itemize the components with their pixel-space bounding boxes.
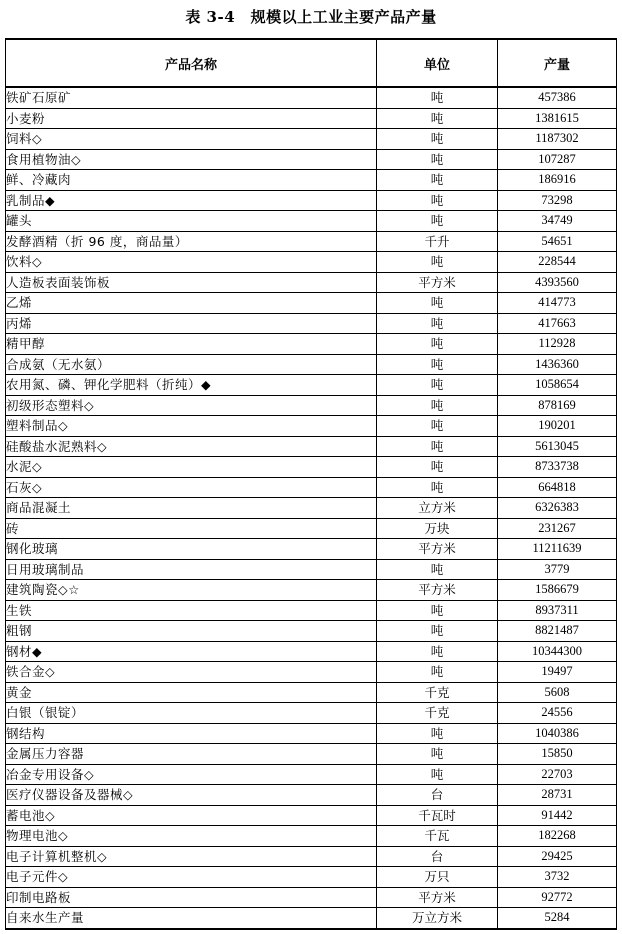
unit-cell: 千克 [377, 682, 498, 703]
product-name-cell: 电子元件◇ [6, 867, 377, 888]
product-name-cell: 石灰◇ [6, 477, 377, 498]
unit-cell: 千升 [377, 231, 498, 252]
product-name-cell: 水泥◇ [6, 457, 377, 478]
table-row [6, 559, 617, 580]
product-name-cell: 自来水生产量 [6, 908, 377, 929]
output-value-cell: 6326383 [498, 498, 617, 519]
unit-cell: 平方米 [377, 580, 498, 601]
output-value-cell: 24556 [498, 703, 617, 724]
table-row [6, 190, 617, 211]
unit-cell: 吨 [377, 211, 498, 232]
table-row [6, 252, 617, 273]
product-name-cell: 食用植物油◇ [6, 149, 377, 170]
table-row [6, 375, 617, 396]
product-name-cell: 鲜、冷藏肉 [6, 170, 377, 191]
table-body [6, 87, 617, 929]
table-row [6, 682, 617, 703]
product-name-cell: 乳制品◆ [6, 190, 377, 211]
product-name-cell: 合成氨（无水氨） [6, 354, 377, 375]
unit-cell: 吨 [377, 170, 498, 191]
table-row [6, 170, 617, 191]
table-row [6, 457, 617, 478]
output-value-cell: 112928 [498, 334, 617, 355]
output-value-cell: 8821487 [498, 621, 617, 642]
unit-cell: 吨 [377, 641, 498, 662]
output-value-cell: 457386 [498, 87, 617, 108]
unit-cell: 吨 [377, 662, 498, 683]
product-name-cell: 金属压力容器 [6, 744, 377, 765]
product-name-cell: 罐头 [6, 211, 377, 232]
product-name-cell: 饲料◇ [6, 129, 377, 150]
product-name-cell: 硅酸盐水泥熟料◇ [6, 436, 377, 457]
output-value-cell: 3779 [498, 559, 617, 580]
unit-cell: 吨 [377, 87, 498, 108]
unit-cell: 吨 [377, 149, 498, 170]
product-name-cell: 黄金 [6, 682, 377, 703]
table-row [6, 908, 617, 929]
table-row [6, 108, 617, 129]
table-row [6, 846, 617, 867]
product-name-cell: 蓄电池◇ [6, 805, 377, 826]
output-value-cell: 107287 [498, 149, 617, 170]
unit-cell: 吨 [377, 744, 498, 765]
unit-cell: 吨 [377, 600, 498, 621]
output-value-cell: 28731 [498, 785, 617, 806]
table-row [6, 395, 617, 416]
output-value-cell: 182268 [498, 826, 617, 847]
table-row [6, 764, 617, 785]
product-name-cell: 小麦粉 [6, 108, 377, 129]
table-row [6, 826, 617, 847]
table-row [6, 87, 617, 108]
table-row [6, 662, 617, 683]
table-row [6, 744, 617, 765]
product-name-cell: 商品混凝土 [6, 498, 377, 519]
table-header-row [6, 39, 617, 87]
product-name-cell: 发酵酒精（折 96 度，商品量） [6, 231, 377, 252]
unit-cell: 吨 [377, 108, 498, 129]
unit-cell: 吨 [377, 334, 498, 355]
unit-cell: 吨 [377, 395, 498, 416]
output-value-cell: 414773 [498, 293, 617, 314]
unit-cell: 万立方米 [377, 908, 498, 929]
unit-cell: 吨 [377, 436, 498, 457]
product-name-cell: 初级形态塑料◇ [6, 395, 377, 416]
output-value-cell: 11211639 [498, 539, 617, 560]
table-row [6, 293, 617, 314]
product-name-cell: 钢材◆ [6, 641, 377, 662]
output-value-cell: 1187302 [498, 129, 617, 150]
unit-cell: 平方米 [377, 887, 498, 908]
unit-cell: 吨 [377, 559, 498, 580]
table-row [6, 703, 617, 724]
unit-cell: 万块 [377, 518, 498, 539]
table-row [6, 887, 617, 908]
table-row [6, 723, 617, 744]
product-name-cell: 乙烯 [6, 293, 377, 314]
output-value-cell: 19497 [498, 662, 617, 683]
table-row [6, 539, 617, 560]
output-value-cell: 34749 [498, 211, 617, 232]
product-name-cell: 丙烯 [6, 313, 377, 334]
unit-cell: 万只 [377, 867, 498, 888]
table-row [6, 641, 617, 662]
table-row [6, 354, 617, 375]
table-row [6, 600, 617, 621]
unit-cell: 平方米 [377, 539, 498, 560]
output-value-cell: 190201 [498, 416, 617, 437]
output-value-cell: 73298 [498, 190, 617, 211]
product-name-cell: 建筑陶瓷◇☆ [6, 580, 377, 601]
product-name-cell: 砖 [6, 518, 377, 539]
unit-cell: 千瓦时 [377, 805, 498, 826]
output-value-cell: 3732 [498, 867, 617, 888]
product-name-cell: 人造板表面装饰板 [6, 272, 377, 293]
unit-cell: 吨 [377, 252, 498, 273]
output-value-cell: 5613045 [498, 436, 617, 457]
product-name-cell: 印制电路板 [6, 887, 377, 908]
product-name-cell: 饮料◇ [6, 252, 377, 273]
output-value-cell: 1586679 [498, 580, 617, 601]
output-value-cell: 1058654 [498, 375, 617, 396]
output-value-cell: 15850 [498, 744, 617, 765]
header-output: 产量 [498, 39, 617, 87]
output-value-cell: 29425 [498, 846, 617, 867]
output-value-cell: 54651 [498, 231, 617, 252]
table-row [6, 313, 617, 334]
unit-cell: 平方米 [377, 272, 498, 293]
unit-cell: 吨 [377, 313, 498, 334]
table-row [6, 272, 617, 293]
table-row [6, 518, 617, 539]
table-row [6, 416, 617, 437]
unit-cell: 台 [377, 846, 498, 867]
table-row [6, 580, 617, 601]
output-value-cell: 22703 [498, 764, 617, 785]
product-name-cell: 钢结构 [6, 723, 377, 744]
table-row [6, 785, 617, 806]
header-product-name: 产品名称 [6, 39, 377, 87]
table-row [6, 211, 617, 232]
output-value-cell: 8937311 [498, 600, 617, 621]
output-value-cell: 186916 [498, 170, 617, 191]
output-value-cell: 878169 [498, 395, 617, 416]
table-row [6, 477, 617, 498]
product-output-table [5, 38, 617, 930]
header-unit: 单位 [377, 39, 498, 87]
table-row [6, 805, 617, 826]
unit-cell: 吨 [377, 764, 498, 785]
product-name-cell: 精甲醇 [6, 334, 377, 355]
product-name-cell: 生铁 [6, 600, 377, 621]
output-value-cell: 228544 [498, 252, 617, 273]
product-name-cell: 铁矿石原矿 [6, 87, 377, 108]
table-row [6, 334, 617, 355]
output-value-cell: 8733738 [498, 457, 617, 478]
unit-cell: 吨 [377, 354, 498, 375]
output-value-cell: 91442 [498, 805, 617, 826]
product-name-cell: 铁合金◇ [6, 662, 377, 683]
table-row [6, 621, 617, 642]
table-row [6, 231, 617, 252]
product-name-cell: 电子计算机整机◇ [6, 846, 377, 867]
table-row [6, 129, 617, 150]
unit-cell: 吨 [377, 477, 498, 498]
unit-cell: 千克 [377, 703, 498, 724]
product-name-cell: 白银（银锭） [6, 703, 377, 724]
product-name-cell: 钢化玻璃 [6, 539, 377, 560]
output-value-cell: 10344300 [498, 641, 617, 662]
output-value-cell: 5284 [498, 908, 617, 929]
output-value-cell: 417663 [498, 313, 617, 334]
output-value-cell: 5608 [498, 682, 617, 703]
unit-cell: 吨 [377, 190, 498, 211]
product-name-cell: 物理电池◇ [6, 826, 377, 847]
table-title: 表 3-4 规模以上工业主要产品产量 [185, 8, 437, 26]
unit-cell: 吨 [377, 621, 498, 642]
output-value-cell: 1436360 [498, 354, 617, 375]
table-row [6, 149, 617, 170]
product-name-cell: 粗钢 [6, 621, 377, 642]
output-value-cell: 92772 [498, 887, 617, 908]
unit-cell: 吨 [377, 457, 498, 478]
output-value-cell: 231267 [498, 518, 617, 539]
unit-cell: 吨 [377, 129, 498, 150]
product-name-cell: 冶金专用设备◇ [6, 764, 377, 785]
unit-cell: 立方米 [377, 498, 498, 519]
product-name-cell: 塑料制品◇ [6, 416, 377, 437]
table-row [6, 867, 617, 888]
product-name-cell: 医疗仪器设备及器械◇ [6, 785, 377, 806]
output-value-cell: 664818 [498, 477, 617, 498]
output-value-cell: 1381615 [498, 108, 617, 129]
unit-cell: 吨 [377, 416, 498, 437]
output-value-cell: 4393560 [498, 272, 617, 293]
unit-cell: 吨 [377, 293, 498, 314]
unit-cell: 千瓦 [377, 826, 498, 847]
product-name-cell: 农用氮、磷、钾化学肥料（折纯）◆ [6, 375, 377, 396]
unit-cell: 台 [377, 785, 498, 806]
unit-cell: 吨 [377, 375, 498, 396]
output-value-cell: 1040386 [498, 723, 617, 744]
product-name-cell: 日用玻璃制品 [6, 559, 377, 580]
unit-cell: 吨 [377, 723, 498, 744]
table-row [6, 436, 617, 457]
table-row [6, 498, 617, 519]
